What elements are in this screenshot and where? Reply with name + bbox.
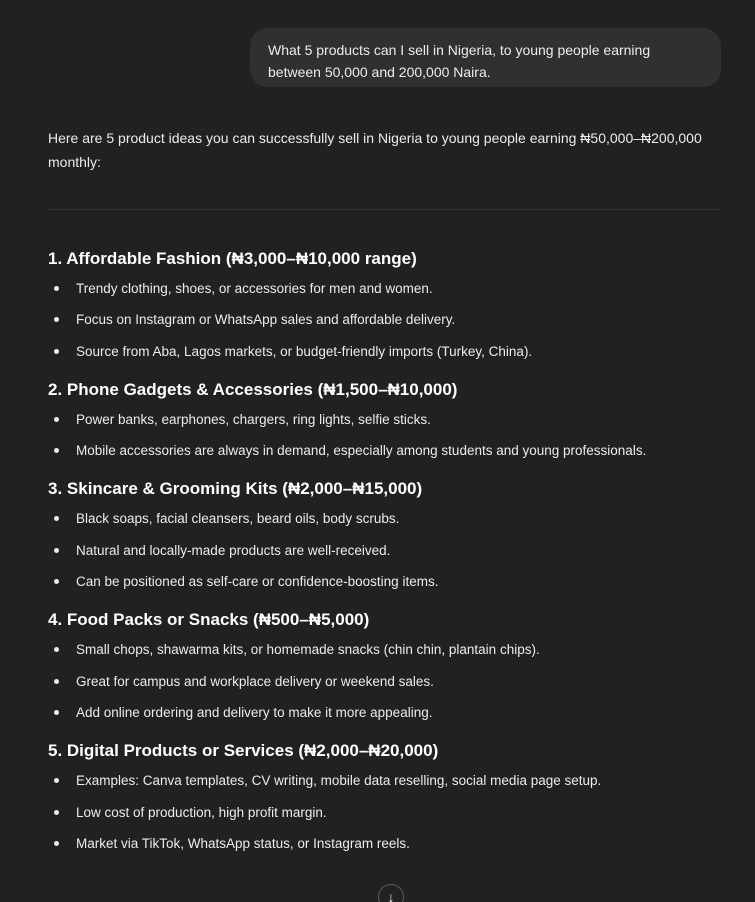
list-item-text: Examples: Canva templates, CV writing, mobile data reselling, social media page setup. [76, 773, 602, 789]
list-item [48, 666, 728, 697]
bullet-dot-icon [54, 647, 59, 652]
list-item [48, 697, 728, 728]
section-title: 4. Food Packs or Snacks (₦500–₦5,000) [48, 610, 370, 630]
bullet-list [48, 273, 728, 367]
bullet-dot-icon [54, 349, 59, 354]
list-item [48, 535, 728, 566]
list-item [48, 435, 728, 466]
list-item-text: Market via TikTok, WhatsApp status, or Instagram reels. [76, 835, 410, 851]
list-item [48, 634, 728, 665]
assistant-response [48, 245, 728, 868]
scroll-to-bottom-button[interactable] [378, 884, 404, 902]
section-title: 3. Skincare & Grooming Kits (₦2,000–₦15,000) [48, 479, 423, 499]
list-item-text: Small chops, shawarma kits, or homemade snacks (chin chin, plantain chips). [76, 642, 540, 658]
list-item [48, 404, 728, 435]
bullet-list [48, 765, 728, 859]
bullet-dot-icon [54, 579, 59, 584]
section-title: 1. Affordable Fashion (₦3,000–₦10,000 range) [48, 249, 417, 268]
list-item-text: Source from Aba, Lagos markets, or budget-friendly imports (Turkey, China). [76, 343, 533, 359]
bullet-dot-icon [54, 548, 59, 553]
bullet-dot-icon [54, 679, 59, 684]
bullet-dot-icon [54, 516, 59, 521]
list-item-text: Natural and locally-made products are well-received. [76, 542, 391, 558]
bullet-dot-icon [54, 710, 59, 715]
bullet-dot-icon [54, 810, 59, 815]
bullet-list [48, 634, 728, 728]
list-item [48, 566, 728, 597]
list-item [48, 304, 728, 335]
arrow-down-icon: ↓ [387, 889, 395, 902]
list-item [48, 503, 728, 534]
list-item-text: Can be positioned as self-care or confidence-boosting items. [76, 574, 439, 590]
list-item-text: Trendy clothing, shoes, or accessories for men and women. [76, 281, 433, 296]
divider [48, 209, 720, 210]
list-item [48, 273, 728, 304]
user-message-bubble [250, 28, 721, 87]
list-item [48, 797, 728, 828]
bullet-dot-icon [54, 841, 59, 846]
list-item-text: Great for campus and workplace delivery or weekend sales. [76, 673, 434, 689]
list-item-text: Power banks, earphones, chargers, ring lights, selfie sticks. [76, 411, 431, 427]
bullet-dot-icon [54, 778, 59, 783]
section-title: 5. Digital Products or Services (₦2,000–₦20,000) [48, 741, 439, 761]
bullet-dot-icon [54, 417, 59, 422]
list-item-text: Add online ordering and delivery to make it more appealing. [76, 704, 433, 720]
bullet-dot-icon [54, 286, 59, 291]
bullet-dot-icon [54, 317, 59, 322]
bullet-dot-icon [54, 448, 59, 453]
bullet-list [48, 404, 728, 467]
list-item-text: Mobile accessories are always in demand, especially among students and young professionals. [76, 443, 647, 459]
bullet-list [48, 503, 728, 597]
list-item [48, 336, 728, 367]
list-item-text: Black soaps, facial cleansers, beard oils, body scrubs. [76, 511, 400, 527]
list-item [48, 765, 728, 796]
list-item-text: Focus on Instagram or WhatsApp sales and affordable delivery. [76, 312, 456, 328]
list-item-text: Low cost of production, high profit margin. [76, 804, 327, 820]
user-message-text: What 5 products can I sell in Nigeria, to young people earning between 50,000 and 200,000 Naira. [268, 42, 651, 80]
assistant-intro: Here are 5 product ideas you can successfully sell in Nigeria to young people earning ₦50,000–₦200,000 monthly: [48, 130, 702, 170]
section-title: 2. Phone Gadgets & Accessories (₦1,500–₦10,000) [48, 379, 458, 399]
list-item [48, 828, 728, 859]
